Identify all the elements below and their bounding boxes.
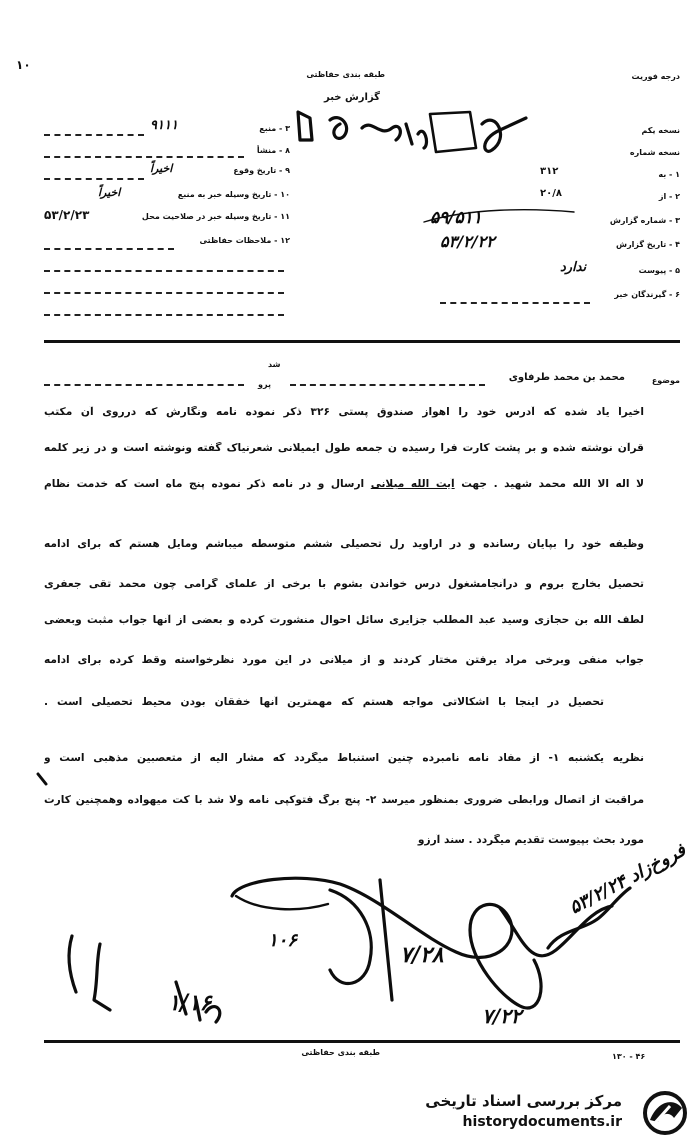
classification-top: طبقه بندی حفاظتی — [306, 70, 385, 79]
body-line: وظیفه خود را بپایان رسانده و در اراوید رل تحصیلی ششم متوسطه میباشم ومایل هستم که برای ادامه — [44, 538, 644, 550]
signature-stroke — [236, 896, 328, 909]
body-line: اخیراً یاد شده که آدرس خود را اهواز صندوق پستی ۳۲۶ ذکر نموده نامه ونگارش که درروی آن مکتب — [44, 406, 644, 418]
field-label-source-date: ۱۰ - تاریخ وسیله خبر به منبع — [177, 190, 290, 199]
body-line: تحصیل در اینجا با اشکالاتی مواجه هستم که مهمترین آنها خفقان بودن محیط تحصیلی است . — [44, 696, 604, 708]
signature-stroke — [330, 890, 371, 983]
field-value-source: ۹۱۱۱ — [150, 118, 178, 133]
body-line: تحصیل بخارج بروم و درآنجامشغول درس خواندن بشوم با برخی از علمای گرامی چون محمد تقی جعفری — [44, 578, 644, 590]
stamp-box — [430, 112, 476, 152]
field-value-attachment: ندارد — [560, 260, 587, 275]
field-label-report-number: ۳ - شماره گزارش — [609, 216, 680, 225]
body-line: لطف الله بن حجازی وسید عبد المطلب جزایری سائل احوال منشورت کرده و بعضی از آنها جواب مثبت وبعضی — [44, 614, 644, 626]
margin-tick — [38, 774, 46, 784]
comment-line: مراقبت از اتصال ورابطی ضروری بمنظور میرسد ۲- پنج برگ فتوکپی نامه ولا شد با کت میهواده وهمچنین کارت — [44, 794, 644, 806]
comment-line: مورد بحث بپیوست تقدیم میگردد . سند آرزو — [417, 834, 644, 846]
field-label-source: ۳ - منبع — [259, 124, 290, 133]
field-label-copy-number: نسخه شماره — [629, 148, 680, 157]
signature-text-d: ۱/۱۶ — [168, 990, 212, 1016]
field-label-to: ۱ - به — [658, 170, 680, 179]
field-value-to: ۳۱۲ — [540, 166, 559, 177]
body-line: جواب منفی وبرخی مراد یرفتن مختار کردند و از میلانی در این مورد نظرخواسته وقط کرده برای ادامه — [44, 654, 644, 666]
field-value-report-number: ۵۹/۵۱۱ — [430, 208, 482, 228]
field-value-from: ۲۰/۸ — [540, 188, 562, 199]
archive-name: مرکز بررسی اسناد تاریخی — [425, 1092, 622, 1110]
form-number: ۱۳۰ - ۴۶ — [612, 1052, 646, 1061]
signature-text-b: فروخ‌زاد ۵۳/۲/۲۴ — [566, 839, 690, 919]
report-title: گزارش خبر — [323, 92, 380, 103]
field-label-recipients: ۶ - گیرندگان خبر — [614, 290, 680, 299]
field-label-attachment: ۵ - پیوست — [638, 266, 680, 275]
field-label-security-notes: ۱۲ - ملاحظات حفاظتی — [199, 236, 290, 245]
handwriting-stroke — [406, 124, 426, 148]
classification-bottom: طبقه بندی حفاظتی — [301, 1048, 380, 1057]
footer-divider — [44, 1040, 680, 1043]
field-label-copy-one: نسخه یکم — [641, 126, 680, 135]
field-value-occurrence-date: اخیراً — [150, 162, 173, 175]
comment-line: نظریه یکشنبه ۱- از مفاد نامه نامبرده چنین استنباط میگردد که مشار الیه از متعصبین مذهبی است و — [44, 752, 644, 764]
corner-mark: ۱۰ — [16, 58, 31, 72]
body-line: قرآن نوشته شده و بر پشت کارت فرا رسیده ن جمعه طول ایمیلانی شعرنیاک گفته ونوشته است و در زیر کلمه — [44, 442, 644, 454]
underline-stroke — [424, 210, 574, 222]
field-label-from: ۲ - از — [658, 192, 680, 201]
priority-label: درجه فوریت — [631, 72, 680, 81]
signature-text-a: ۷/۲۸ — [400, 942, 444, 968]
field-label-local-date: ۱۱ - تاریخ وسیله خبر در صلاحیت محل — [141, 212, 290, 221]
field-value-local-date: ۵۳/۲/۲۳ — [44, 208, 90, 222]
signature-stroke — [380, 880, 392, 1000]
archive-logo-icon — [640, 1090, 690, 1136]
field-label-occurrence-date: ۹ - تاریخ وقوع — [233, 166, 290, 175]
body-line-part: لا اله الا الله محمد شهید . جهت — [454, 478, 644, 490]
signature-text-c: ۷/۲۲ — [482, 1004, 522, 1028]
field-label-report-date: ۴ - تاریخ گزارش — [616, 240, 680, 249]
handwriting-stroke — [362, 125, 400, 140]
archive-url: historydocuments.ir — [462, 1114, 622, 1130]
subject-mark-bottom: پرو — [258, 380, 271, 389]
subject-value: محمد بن محمد طرفاوی — [508, 372, 625, 383]
body-line-part: ارسال و در نامه ذکر نموده پنج ماه است که خدمت نظام — [44, 478, 371, 490]
signature-stroke — [500, 906, 612, 956]
field-value-source-date: اخیراً — [98, 186, 121, 199]
signature-stroke — [69, 936, 110, 1010]
stamp-bracket — [298, 112, 312, 140]
handwriting-stroke — [330, 118, 347, 139]
subject-mark-top: شد — [268, 360, 281, 369]
subject-label: موضوع — [651, 376, 680, 385]
field-label-origin: ۸ - منشأ — [256, 146, 290, 155]
field-value-report-date: ۵۳/۲/۲۲ — [440, 232, 495, 251]
underlined-phrase: آیت الله میلانی — [370, 478, 455, 490]
archive-watermark — [400, 1086, 700, 1141]
handwriting-stroke — [482, 118, 526, 151]
signature-text-e: ۱۰۶ — [268, 930, 298, 951]
